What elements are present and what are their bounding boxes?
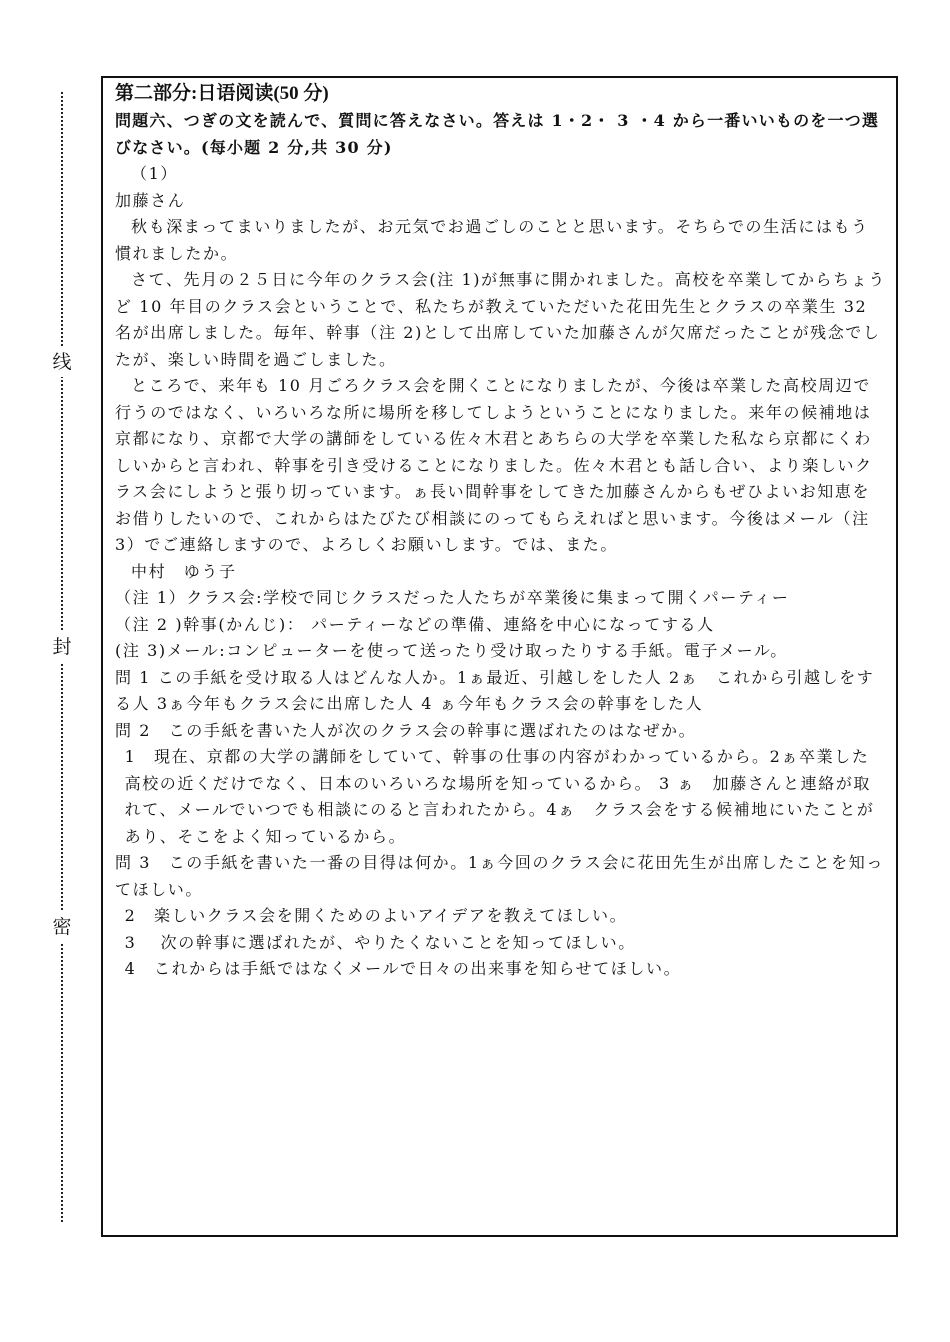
letter-greeting: 加藤さん bbox=[115, 190, 186, 210]
letter-paragraph: ところで、来年も 10 月ごろクラス会を開くことになりましたが、今後は卒業した高校周辺で行うのではなく、いろいろな所に場所を移してしようということになりました。来年の候補地は京都になり、京都で大学の講師をしている佐々木君とあちらの大学を卒業した私なら京都にくわしいからと言われ、幹事を引き受けることになりました。佐々木君とも話し合い、より楽しいクラス会にしようと張り切っています。ぁ長い間幹事をしてきた加藤さんからもぜひよいお知恵をお借りしたいので、これからはたびたび相談にのってもらえればと思います。今後はメール（注 3）でご連絡しますので、よろしくお願いします。では、また。 bbox=[115, 376, 873, 554]
binding-margin bbox=[40, 92, 84, 1222]
question-2-options: 1 現在、京都の大学の講師をしていて、幹事の仕事の内容がわかっているから。2ぁ卒業した高校の近くだけでなく、日本のいろいろな場所を知っているから。 3 ぁ 加藤さんと連絡が取れて、メールでいつでも相談にのると言われたから。4ぁ クラス会をする候補地にいたことがあり、そこをよく知っているから。 bbox=[124, 747, 875, 846]
seal-mark-xian: 线 bbox=[48, 347, 76, 377]
seal-mark-feng: 封 bbox=[48, 632, 76, 662]
question-3-option: 3 次の幹事に選ばれたが、やりたくないことを知ってほしい。 bbox=[124, 932, 636, 952]
question-1: 問 1 この手紙を受け取る人はどんな人か。1ぁ最近、引越しをした人 2ぁ これから引越しをする人 3ぁ今年もクラス会に出席した人 4 ぁ今年もクラス会の幹事をした人 bbox=[115, 667, 875, 713]
note: （注 1）クラス会:学校で同じクラスだった人たちが卒業後に集まって開くパーティー bbox=[115, 588, 790, 607]
question-2: 問 2 この手紙を書いた人が次のクラス会の幹事に選ばれたのはなぜか。 bbox=[115, 720, 697, 740]
passage-number: （1） bbox=[131, 164, 178, 183]
exam-frame bbox=[101, 76, 898, 1237]
question-3: 問 3 この手紙を書いた一番の目得は何か。1ぁ今回のクラス会に花田先生が出席したことを知ってほしい。 bbox=[115, 853, 884, 899]
letter-paragraph: さて、先月の２５日に今年のクラス会(注 1)が無事に開かれました。高校を卒業してからちょうど 10 年目のクラス会ということで、私たちが教えていただいた花田先生とクラスの卒業生 32 名が出席しました。毎年、幹事（注 2)として出席していた加藤さんが欠席だったことが残念でしたが、楽しい時間を過ごしました。 bbox=[115, 270, 886, 369]
question-3-option: 2 楽しいクラス会を開くためのよいアイデアを教えてほしい。 bbox=[124, 906, 628, 925]
note: (注 3)メール:コンピューターを使って送ったり受け取ったりする手紙。電子メール。 bbox=[115, 641, 788, 660]
letter-signature: 中村 ゆう子 bbox=[131, 561, 237, 581]
section-title: 第二部分:日语阅读(50 分) bbox=[115, 83, 329, 104]
question-3-option: 4 これからは手紙ではなくメールで日々の出来事を知らせてほしい。 bbox=[124, 959, 682, 978]
exam-content bbox=[115, 80, 886, 983]
note: （注 2 )幹事(かんじ)： パーティーなどの準備、連絡を中心になってする人 bbox=[115, 614, 715, 634]
seal-mark-mi: 密 bbox=[48, 912, 76, 942]
letter-paragraph: 秋も深まってまいりましたが、お元気でお過ごしのことと思います。そちらでの生活にはもう慣れましたか。 bbox=[115, 217, 869, 263]
instruction: 問題六、つぎの文を読んで、質問に答えなさい。答えは 1・2・ 3 ・4 から一番いいものを一つ選びなさい。(每小题 2 分,共 30 分) bbox=[115, 111, 880, 157]
